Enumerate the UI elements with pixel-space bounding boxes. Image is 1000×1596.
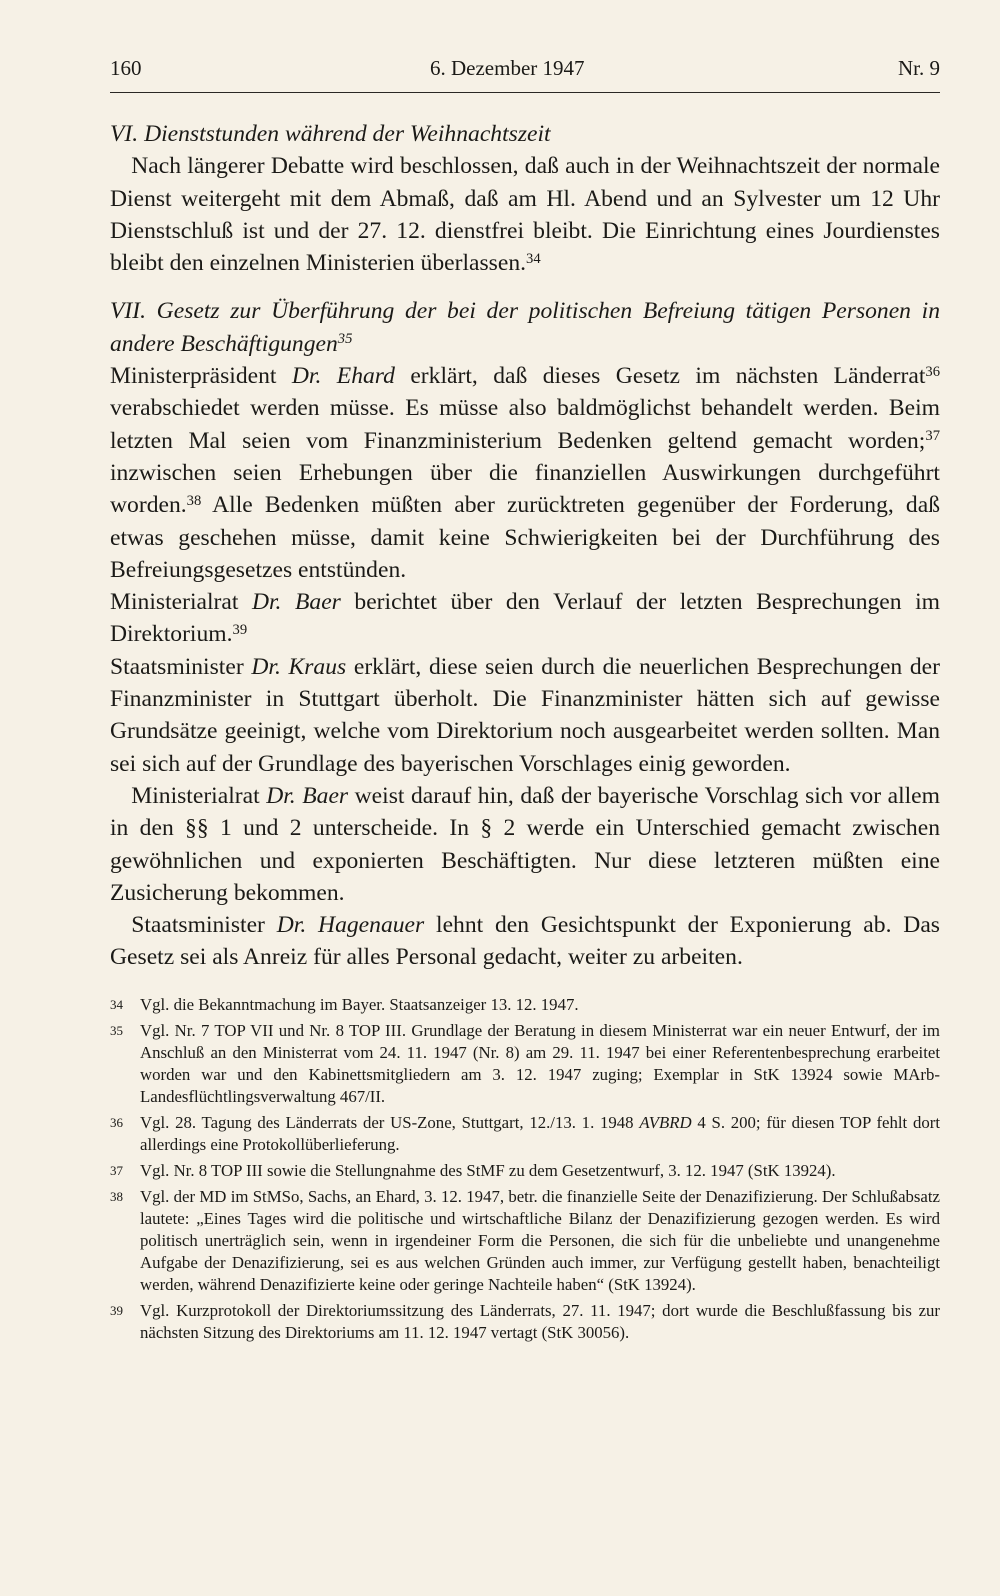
main-text — [110, 118, 940, 974]
footnote-ref: 38 — [186, 492, 202, 509]
section-heading-text: VII. Gesetz zur Überführung der bei der politischen Befreiung tätigen Personen in andere Beschäftigungen — [110, 298, 940, 357]
footnote-number: 39 — [110, 1303, 123, 1318]
footnote — [110, 1300, 940, 1344]
speaker-name: Dr. Baer — [266, 782, 349, 809]
speaker-name: Dr. Ehard — [291, 363, 395, 390]
text-run: Ministerialrat — [110, 589, 252, 616]
text-run: erklärt, daß dieses Gesetz im nächsten Länderrat — [394, 363, 926, 390]
section-heading-vii — [110, 295, 940, 360]
running-header — [110, 52, 940, 93]
footnote-text: Vgl. Kurzprotokoll der Direktoriumssitzung des Länderrats, 27. 11. 1947; dort wurde die Beschlußfassung bis zur nächsten Sitzung des Direktoriums am 11. 12. 1947 vertagt (StK 30056). — [140, 1301, 940, 1342]
footnote — [110, 1160, 940, 1182]
page-number: 160 — [110, 56, 142, 80]
footnote-ref: 34 — [526, 250, 541, 267]
footnote-text: 4 S. 200; für diesen TOP fehlt dort allerdings eine Protokollüberlieferung. — [140, 1113, 940, 1154]
speaker-name: Dr. Hagenauer — [276, 912, 425, 939]
paragraph — [110, 150, 940, 279]
footnote-ref: 37 — [925, 428, 940, 445]
text-run: inzwischen seien Erhebungen über die finanziellen Auswirkungen durchgeführt worden. — [110, 459, 940, 519]
text-run: Staatsminister — [110, 653, 252, 680]
text-run: erklärt, diese seien durch die neuerlichen Besprechungen der Finanzminister in Stuttgart überholt. Die Finanzminister hätten sich auf gewisse Grundsätze geeinigt, welche vom Direktorium noch ausgearbeitet werden sollten. Man sei sich auf der Grundlage des bayerischen Vorschlages einig geworden. — [110, 653, 940, 777]
section-heading-vi: VI. Dienststunden während der Weihnachtszeit — [110, 121, 551, 147]
footnote-text: Vgl. Nr. 7 TOP VII und Nr. 8 TOP III. Grundlage der Beratung in diesem Ministerrat war ein neuer Entwurf, der im Anschluß an den Ministerrat vom 24. 11. 1947 (Nr. 8) am 29. 11. 1947 bei einer Referentenbesprechung erarbeitet worden war und den Kabinettsmitgliedern am 3. 12. 1947 zuging; Exemplar in StK 13924 sowie MArb-Landesflüchtlingsverwaltung 467/II. — [140, 1021, 940, 1106]
footnote-number: 37 — [110, 1163, 123, 1178]
paragraph — [110, 780, 940, 909]
footnote-text: Vgl. der MD im StMSo, Sachs, an Ehard, 3. 12. 1947, betr. die finanzielle Seite der Denazifizierung. Der Schlußabsatz lautete: „Eines Tages wird die politische und wirtschaftliche Bilanz der Denazifizierung gezogen werden. Es wird politisch unerträglich sein, wenn in irgendeiner Form die Personen, die sich für die unbeliebte und unangenehme Aufgabe der Denazifizierung, sei es aus welchen Gründen auch immer, zur Verfügung gestellt haben, benachteiligt werden, während Denazifizierte keine oder geringe Nachteile haben“ (StK 13924). — [140, 1187, 940, 1294]
paragraph-text: Nach längerer Debatte wird beschlossen, daß auch in der Weihnachtszeit der normale Dienst weitergeht mit dem Abmaß, daß am Hl. Abend und an Sylvester um 12 Uhr Dienstschluß ist und der 27. 12. dienstfrei bleibt. Die Einrichtung eines Jourdienstes bleibt den einzelnen Ministerien überlassen. — [110, 153, 940, 277]
text-run: lehnt den Gesichtspunkt der Exponierung ab. Das Gesetz sei als Anreiz für alles Personal gedacht, weiter zu arbeiten. — [110, 912, 940, 971]
footnote-source-title: AVBRD — [639, 1113, 692, 1132]
footnote-text: Vgl. Nr. 8 TOP III sowie die Stellungnahme des StMF zu dem Gesetzentwurf, 3. 12. 1947 (StK 13924). — [140, 1161, 836, 1180]
paragraph — [110, 651, 940, 780]
footnote-number: 38 — [110, 1189, 123, 1204]
footnote-number: 34 — [110, 997, 123, 1012]
paragraph — [110, 909, 940, 974]
footnote-ref: 36 — [925, 363, 940, 380]
speaker-name: Dr. Kraus — [251, 653, 347, 680]
paragraph — [110, 586, 940, 651]
footnote — [110, 1186, 940, 1296]
footnote-text: Vgl. 28. Tagung des Länderrats der US-Zone, Stuttgart, 12./13. 1. 1948 — [140, 1113, 640, 1132]
footnote — [110, 994, 940, 1016]
footnote — [110, 1112, 940, 1156]
footnote-number: 35 — [110, 1023, 123, 1038]
text-run: weist darauf hin, daß der bayerische Vorschlag sich vor allem in den §§ 1 und 2 unterscheide. In § 2 werde ein Unterschied gemacht zwischen gewöhnlichen und exponierten Beschäftigten. Nur diese letzteren müßten eine Zusicherung bekommen. — [110, 782, 941, 906]
speaker-name: Dr. Baer — [251, 589, 341, 616]
footnote-text: Vgl. die Bekanntmachung im Bayer. Staatsanzeiger 13. 12. 1947. — [140, 995, 579, 1014]
paragraph — [110, 360, 940, 586]
footnote — [110, 1020, 940, 1108]
footnote-ref: 39 — [232, 622, 248, 639]
text-run: berichtet über den Verlauf der letzten Besprechungen im Direktorium. — [110, 589, 940, 648]
text-run: Staatsminister — [131, 912, 277, 939]
text-run: Ministerialrat — [131, 782, 267, 809]
footnote-number: 36 — [110, 1115, 123, 1130]
text-run: verabschiedet werden müsse. Es müsse also baldmöglichst behandelt werden. Beim letzten Mal seien vom Finanzministerium Bedenken geltend gemacht worden; — [110, 395, 940, 454]
text-run: Alle Bedenken müßten aber zurücktreten gegenüber der Forderung, daß etwas geschehen müsse, damit keine Schwierigkeiten bei der Durchführung des Befreiungsgesetzes entstünden. — [110, 492, 940, 583]
text-run: Ministerpräsident — [110, 363, 292, 390]
footnotes — [110, 994, 940, 1348]
header-date: 6. Dezember 1947 — [430, 56, 585, 80]
footnote-ref: 35 — [337, 331, 353, 348]
header-document-number: Nr. 9 — [898, 56, 940, 80]
